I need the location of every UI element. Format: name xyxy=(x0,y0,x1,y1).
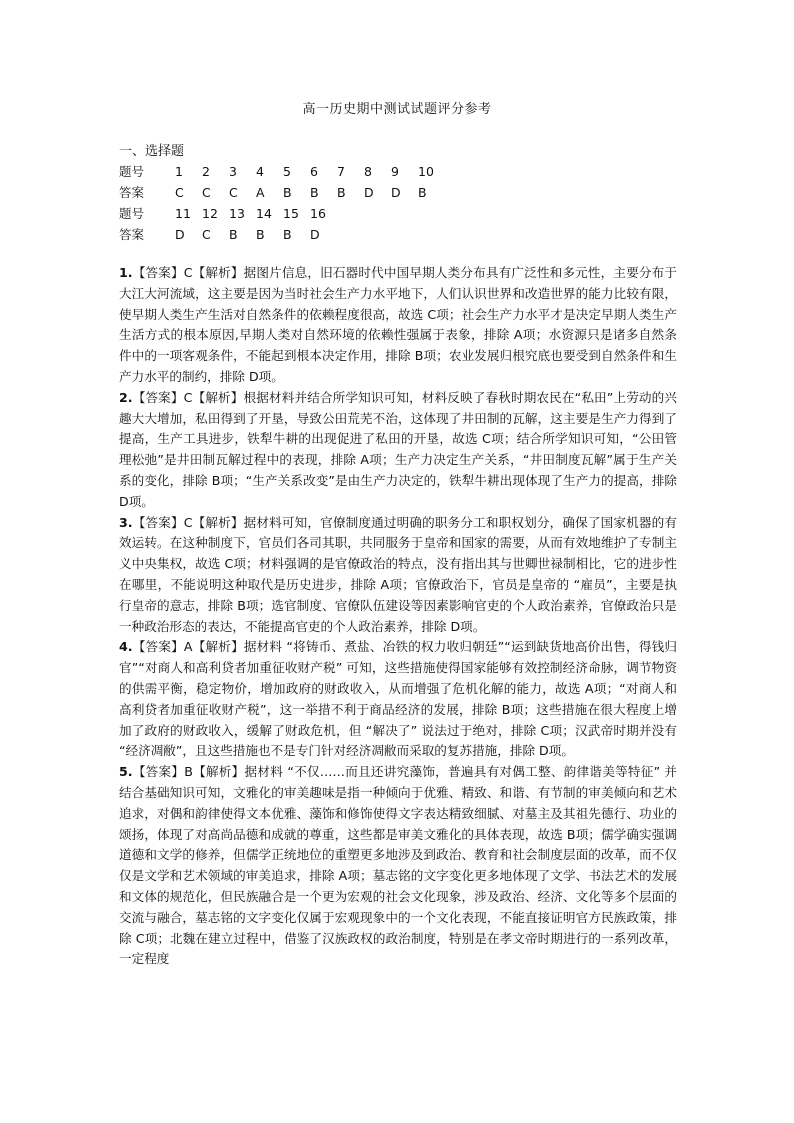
table-cell: 1 xyxy=(175,164,183,179)
answer-item-2 xyxy=(119,388,677,513)
table-cell: C xyxy=(229,185,238,200)
table-cell: B xyxy=(337,185,346,200)
table-row xyxy=(119,224,445,245)
table-row xyxy=(119,182,445,203)
answer-explanations xyxy=(119,263,677,970)
table-cell: 4 xyxy=(256,164,264,179)
question-number: 5. xyxy=(119,764,133,780)
answer-text: 【答案】C【解析】据材料可知，官僚制度通过明确的职务分工和职权划分，确保了国家机器的有效运转。在这种制度下，官员们各司其职，共同服务于皇帝和国家的需要，从而有效地维护了专制主义中央集权，故选 C项；材料强调的是官僚政治的特点，没有指出其与世卿世禄制相比，它的进步性在哪里，不能说明这种取代是历史进步，排除 A项；官僚政治下，官员是皇帝的 “雇员”，主要是执行皇帝的意志，排除 B项；选官制度、官僚队伍建设等因素影响官吏的个人政治素养，官僚政治只是一种政治形态的表达，不能提高官吏的个人政治素养，排除 D项。 xyxy=(119,514,677,634)
table-cell: 3 xyxy=(229,164,237,179)
answer-key-table xyxy=(119,161,445,245)
row-label: 题号 xyxy=(119,164,145,179)
question-number: 4. xyxy=(119,639,133,655)
table-cell: C xyxy=(202,227,211,242)
table-cell: 14 xyxy=(256,206,272,221)
answer-item-5 xyxy=(119,762,677,970)
row-label: 答案 xyxy=(119,185,145,200)
table-cell: 16 xyxy=(310,206,326,221)
table-cell: D xyxy=(175,227,185,242)
table-row xyxy=(119,203,445,224)
table-cell: C xyxy=(202,185,211,200)
answer-text: 【答案】A【解析】据材料 “将铸币、煮盐、冶铁的权力收归朝廷”“运到缺货地高价出售，得钱归官”“对商人和高利贷者加重征收财产税” 可知，这些措施使得国家能够有效控制经济命脉，调节物资的供需平衡，稳定物价，增加政府的财政收入，从而增强了危机化解的能力，故选 A项；“对商人和高利贷者加重征收财产税”，这一举措不利于商品经济的发展，排除 B项；这些措施在很大程度上增加了政府的财政收入，缓解了财政危机，但 “解决了” 说法过于绝对，排除 C项；汉武帝时期并没有 “经济凋敝”，且这些措施也不是专门针对经济凋敝而采取的复苏措施，排除 D项。 xyxy=(119,639,677,759)
row-label: 题号 xyxy=(119,206,145,221)
table-cell: 10 xyxy=(418,164,434,179)
table-cell: D xyxy=(391,185,401,200)
table-cell: 6 xyxy=(310,164,318,179)
question-number: 1. xyxy=(119,265,133,280)
table-cell: 9 xyxy=(391,164,399,179)
section-heading: 一、选择题 xyxy=(119,144,185,159)
table-cell: 5 xyxy=(283,164,291,179)
answer-text: 【答案】C【解析】根据材料并结合所学知识可知，材料反映了春秋时期农民在“私田”上劳动的兴趣大大增加，私田得到了开垦，导致公田荒芜不治，这体现了井田制的瓦解，这主要是生产力得到了提高，生产工具进步，铁犁牛耕的出现促进了私田的开垦，故选 C项；结合所学知识可知，“公田管理松弛”是井田制瓦解过程中的表现，排除 A项；生产力决定生产关系，“井田制度瓦解”属于生产关系的变化，排除 B项；“生产关系改变”是由生产力决定的，铁犁牛耕出现体现了生产力的提高，排除 D项。 xyxy=(119,389,677,509)
page-title: 高一历史期中测试试题评分参考 xyxy=(302,102,492,117)
table-cell: 12 xyxy=(202,206,218,221)
table-cell: 2 xyxy=(202,164,210,179)
table-cell: B xyxy=(418,185,427,200)
table-cell: D xyxy=(310,227,320,242)
answer-text: 【答案】B【解析】据材料 “不仅……而且还讲究藻饰，普遍具有对偶工整、韵律谐美等特征” 并结合基础知识可知，文雅化的审美趣味是指一种倾向于优雅、精致、和谐、有节制的审美倾向和艺术追求，对偶和韵律使得文本优雅、藻饰和修饰使得文字表达精致细腻、对墓主及其祖先德行、功业的颂扬，体现了对高尚品德和成就的尊重，这些都是审美文雅化的具体表现，故选 B项；儒学确实强调道德和文学的修养，但儒学正统地位的重塑更多地涉及到政治、教育和社会制度层面的改革，而不仅仅是文学和艺术领域的审美追求，排除 A项；墓志铭的文字变化更多地体现了文学、书法艺术的发展和文体的规范化，但民族融合是一个更为宏观的社会文化现象，涉及政治、经济、文化等多个层面的交流与融合，墓志铭的文字变化仅属于宏观现象中的一个文化表现，不能直接证明官方民族政策，排除 C项；北魏在建立过程中，借鉴了汉族政权的政治制度，特别是在孝文帝时期进行的一系列改革，一定程度 xyxy=(119,764,677,967)
table-cell: 8 xyxy=(364,164,372,179)
table-cell: 13 xyxy=(229,206,245,221)
question-number: 3. xyxy=(119,514,133,530)
table-cell: D xyxy=(364,185,374,200)
table-cell: C xyxy=(175,185,184,200)
row-label: 答案 xyxy=(119,227,145,242)
table-cell: B xyxy=(256,227,265,242)
table-cell: B xyxy=(283,227,292,242)
answer-text: 【答案】C【解析】据图片信息，旧石器时代中国早期人类分布具有广泛性和多元性，主要分布于大江大河流域，这主要是因为当时社会生产力水平地下，人们认识世界和改造世界的能力比较有限，使早期人类生产生活对自然条件的依赖程度很高，故选 C项；社会生产力水平才是决定早期人类生产生活方式的根本原因,早期人类对自然环境的依赖性强属于表象，排除 A项；水资源只是诸多自然条件中的一项客观条件，不能起到根本决定作用，排除 B项；农业发展归根究底也要受到自然条件和生产力水平的制约，排除 D项。 xyxy=(119,265,677,384)
answer-item-3 xyxy=(119,513,677,638)
answer-item-1 xyxy=(119,263,677,388)
table-cell: B xyxy=(310,185,319,200)
table-cell: 15 xyxy=(283,206,299,221)
answer-item-4 xyxy=(119,637,677,762)
table-row xyxy=(119,161,445,182)
table-cell: 7 xyxy=(337,164,345,179)
table-cell: A xyxy=(256,185,265,200)
question-number: 2. xyxy=(119,389,133,405)
table-cell: B xyxy=(283,185,292,200)
table-cell: 11 xyxy=(175,206,191,221)
table-cell: B xyxy=(229,227,238,242)
